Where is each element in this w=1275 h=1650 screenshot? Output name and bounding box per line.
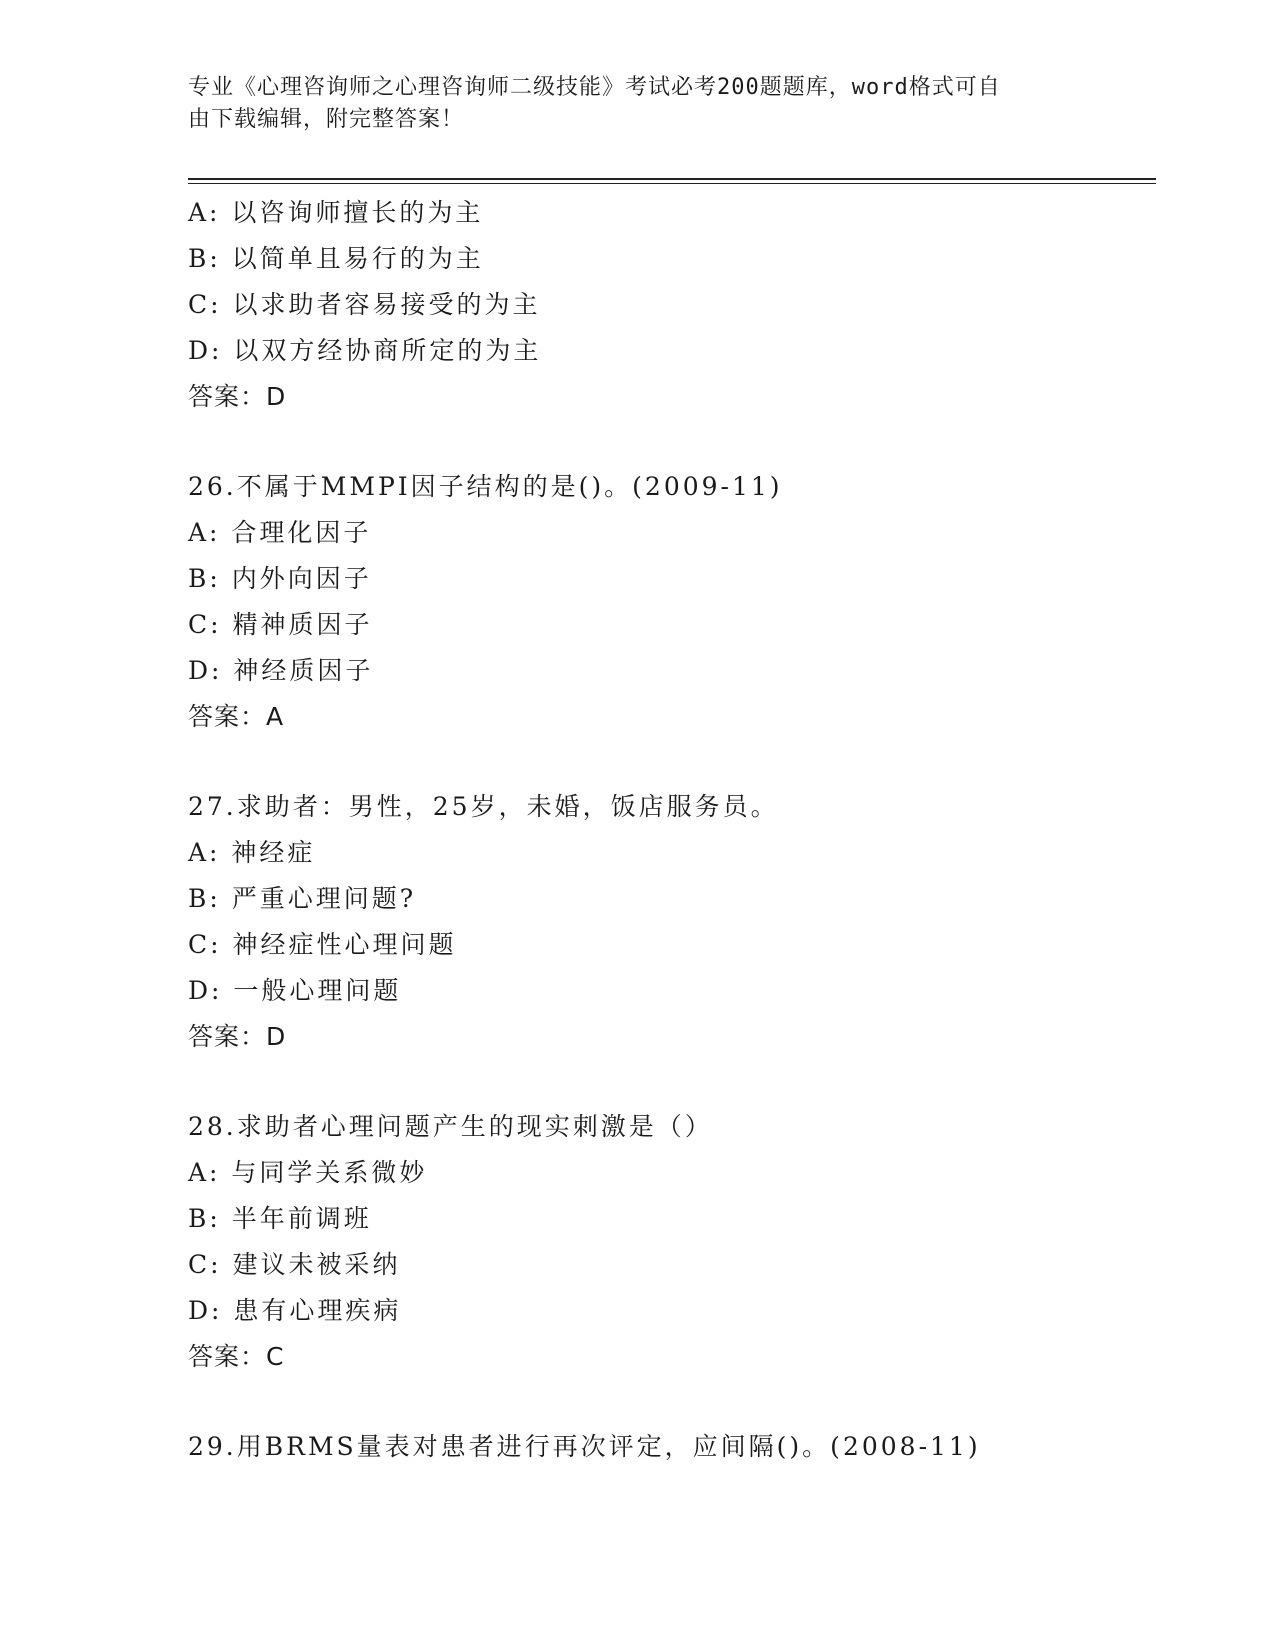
option-a: A: 以咨询师擅长的为主 (188, 198, 484, 227)
answer-label: 答案：D (188, 1022, 287, 1051)
question-text: 28.求助者心理问题产生的现实刺激是（） (188, 1112, 713, 1141)
option-a: A: 神经症 (188, 838, 316, 867)
spacer (188, 420, 1156, 464)
option-a: A: 合理化因子 (188, 518, 372, 547)
question-block-28 (188, 1104, 1156, 1380)
option-d: D: 神经质因子 (188, 656, 374, 685)
header-line-1: 专业《心理咨询师之心理咨询师二级技能》考试必考200题题库，word格式可自 (188, 75, 1001, 100)
option-d: D: 患有心理疾病 (188, 1296, 402, 1325)
option-c: C: 建议未被采纳 (188, 1250, 401, 1279)
option-c: C: 神经症性心理问题 (188, 930, 457, 959)
document-header (188, 72, 1088, 136)
option-b: B: 严重心理问题? (188, 884, 417, 913)
option-a: A: 与同学关系微妙 (188, 1158, 428, 1187)
question-text: 26.不属于MMPI因子结构的是()。(2009-11) (188, 472, 783, 501)
header-line-2: 由下载编辑，附完整答案！ (188, 107, 465, 132)
spacer (188, 740, 1156, 784)
answer-label: 答案：A (188, 702, 285, 731)
option-d: D: 以双方经协商所定的为主 (188, 336, 542, 365)
question-list (188, 190, 1156, 1470)
option-b: B: 半年前调班 (188, 1204, 372, 1233)
spacer (188, 1060, 1156, 1104)
option-b: B: 内外向因子 (188, 564, 372, 593)
option-b: B: 以简单且易行的为主 (188, 244, 484, 273)
option-c: C: 精神质因子 (188, 610, 373, 639)
answer-label: 答案：C (188, 1342, 285, 1371)
header-divider-thin (188, 183, 1156, 184)
question-text: 27.求助者：男性，25岁，未婚，饭店服务员。 (188, 792, 779, 821)
option-d: D: 一般心理问题 (188, 976, 402, 1005)
spacer (188, 1380, 1156, 1424)
header-divider-thick (188, 178, 1156, 180)
question-block-25 (188, 190, 1156, 420)
answer-label: 答案：D (188, 382, 287, 411)
question-block-29 (188, 1424, 1156, 1470)
option-c: C: 以求助者容易接受的为主 (188, 290, 541, 319)
question-block-26 (188, 464, 1156, 740)
question-block-27 (188, 784, 1156, 1060)
question-text: 29.用BRMS量表对患者进行再次评定，应间隔()。(2008-11) (188, 1432, 981, 1461)
